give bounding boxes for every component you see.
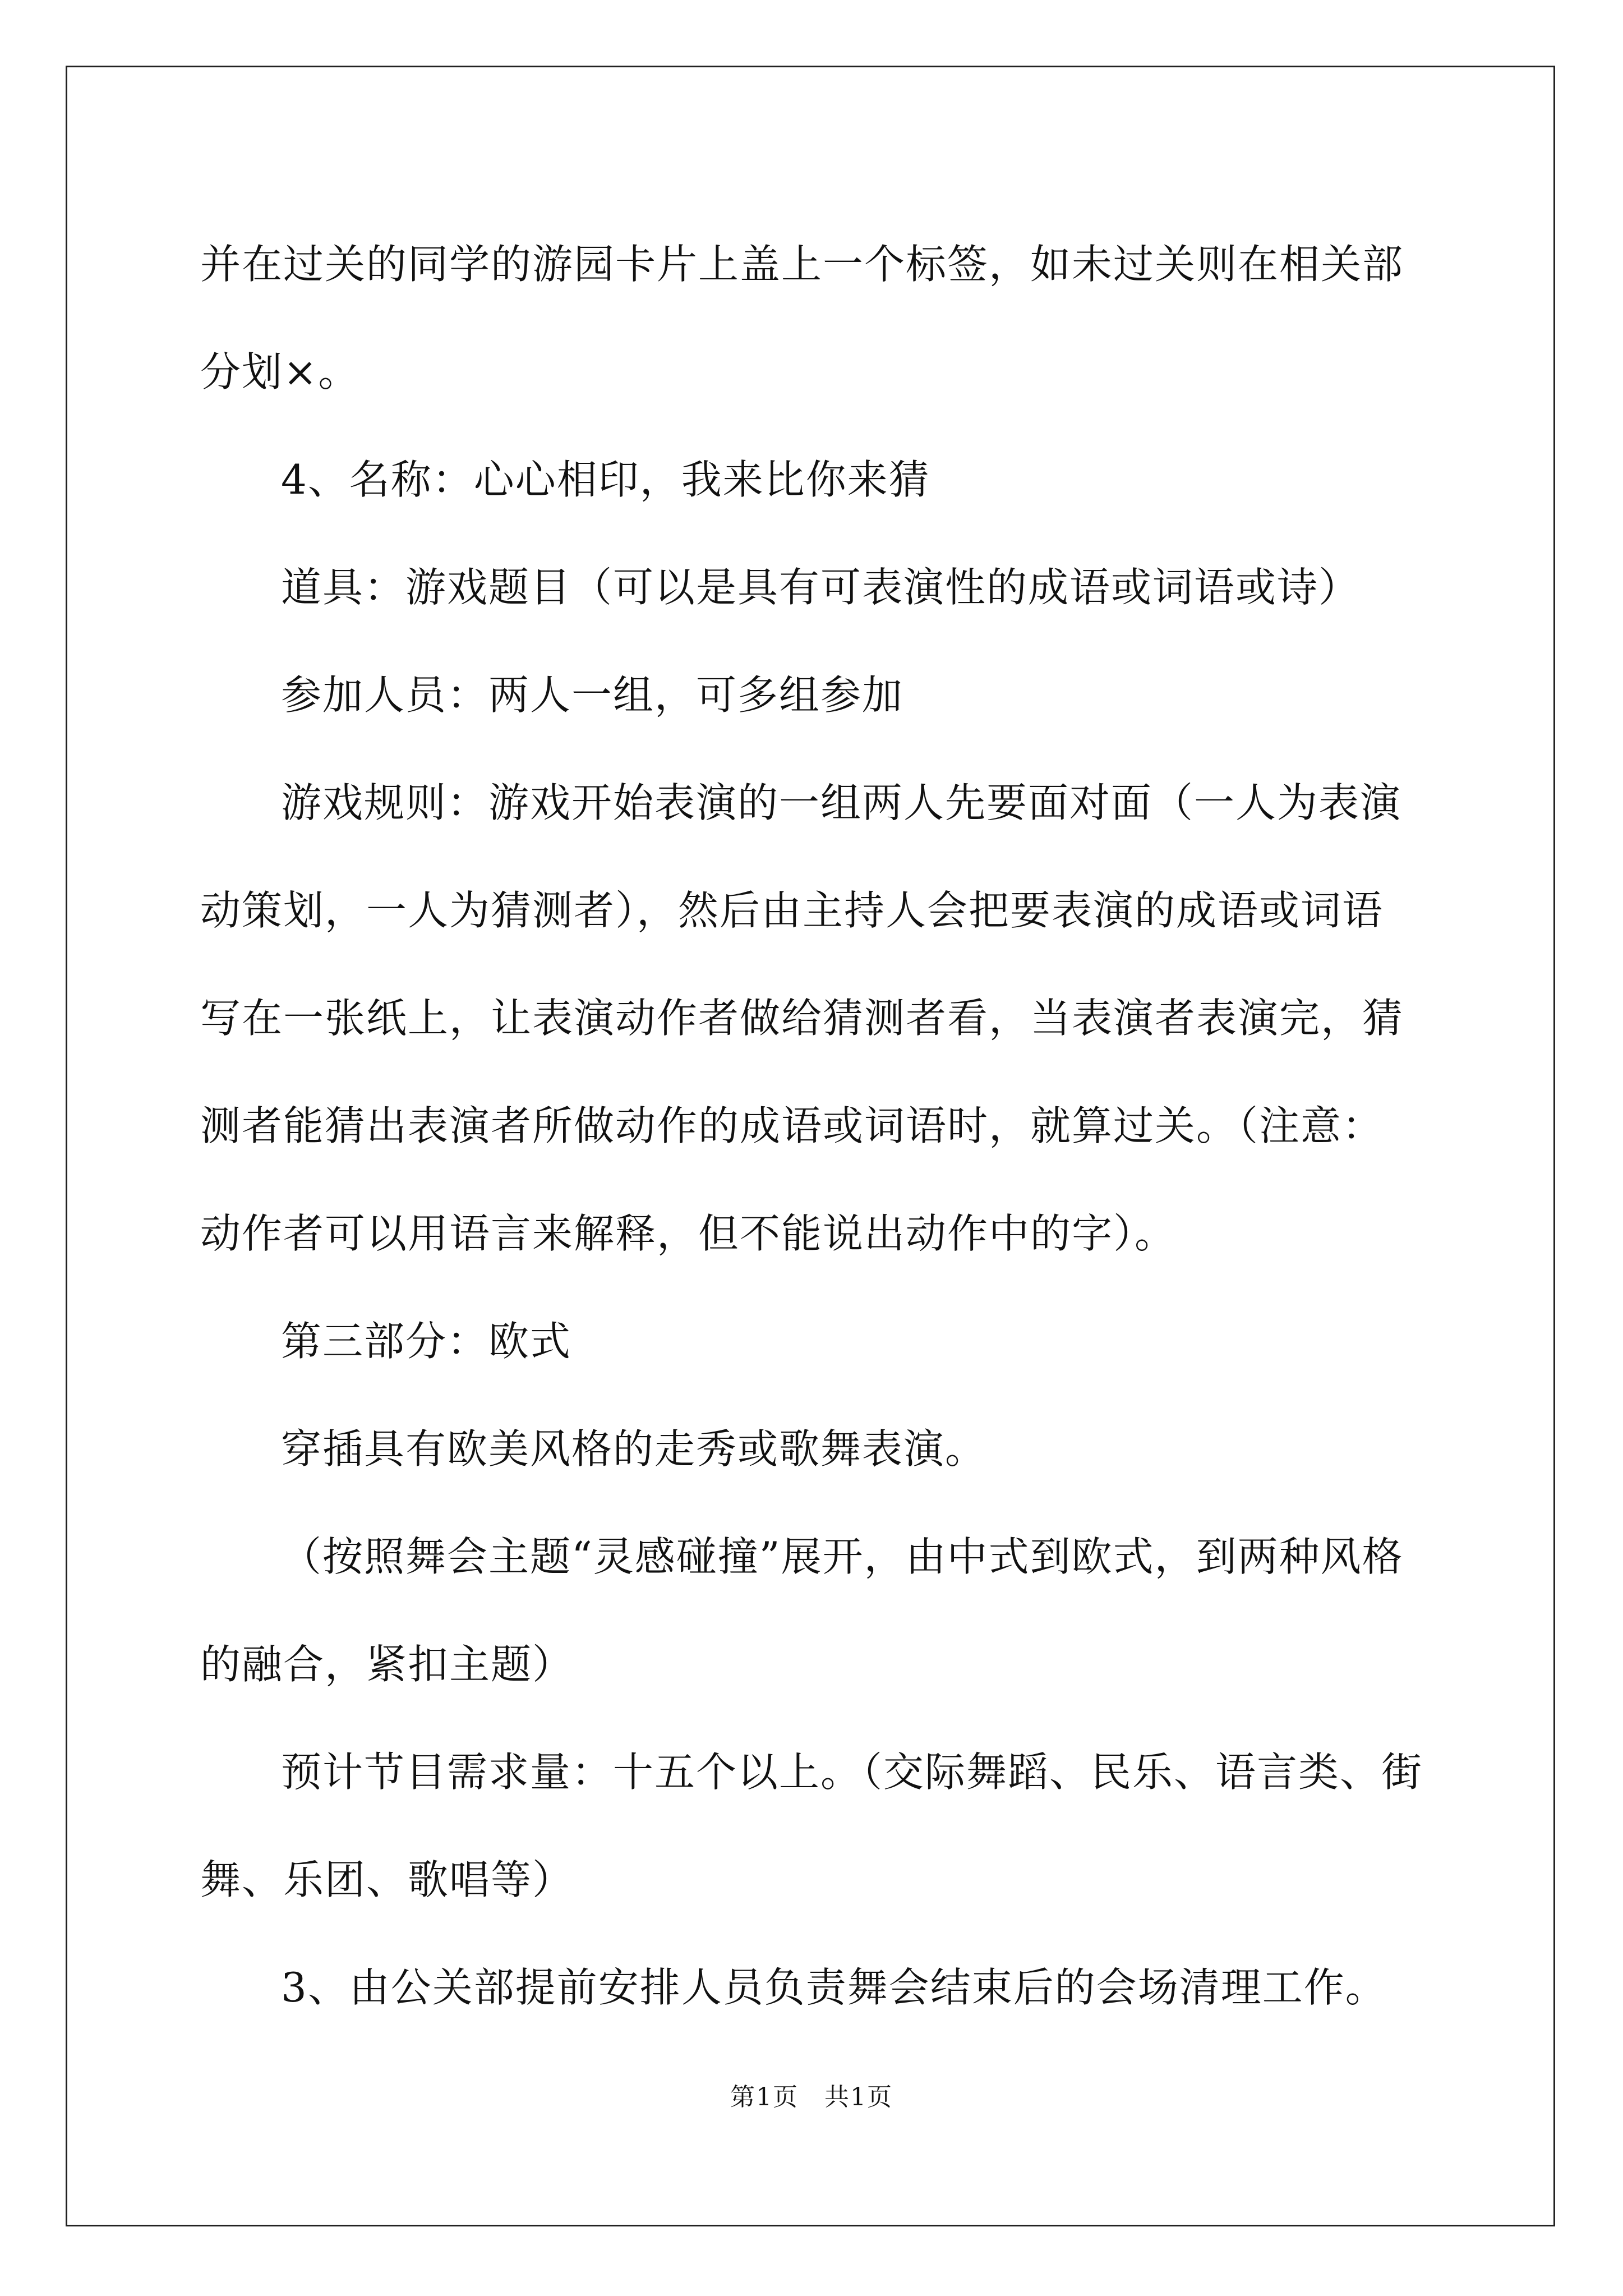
paragraph-3: 道具：游戏题目（可以是具有可表演性的成语或词语或诗） [281, 564, 1361, 611]
paragraph-10: 3、由公关部提前安排人员负责舞会结束后的会场清理工作。 [281, 1964, 1387, 2011]
paragraph-6: 第三部分：欧式 [281, 1318, 572, 1365]
page-footer: 第1页 共1页 [730, 2083, 893, 2111]
paragraph-1: 并在过关的同学的游园卡片上盖上一个标签，如未过关则在相关部分划×。 [200, 241, 1404, 395]
paragraph-7: 穿插具有欧美风格的走秀或歌舞表演。 [281, 1425, 987, 1473]
paragraph-4: 参加人员：两人一组，可多组参加 [281, 671, 904, 719]
paragraph-2: 4、名称：心心相印，我来比你来猜 [281, 456, 930, 503]
paragraph-8: （按照舞会主题“灵感碰撞”展开，由中式到欧式，到两种风格的融合，紧扣主题） [200, 1533, 1404, 1688]
paragraph-5: 游戏规则：游戏开始表演的一组两人先要面对面（一人为表演动策划，一人为猜测者），然后由主持人会把要表演的成语或词语写在一张纸上，让表演动作者做给猜测者看，当表演者表演完，猜测者能猜出表演者所做动作的成语或词语时，就算过关。（注意：动作者可以用语言来解释，但不能说出动作中的字）。 [200, 779, 1404, 1257]
document-body [200, 210, 1423, 2041]
paragraph-9: 预计节目需求量：十五个以上。（交际舞蹈、民乐、语言类、街舞、乐团、歌唱等） [200, 1749, 1423, 1903]
